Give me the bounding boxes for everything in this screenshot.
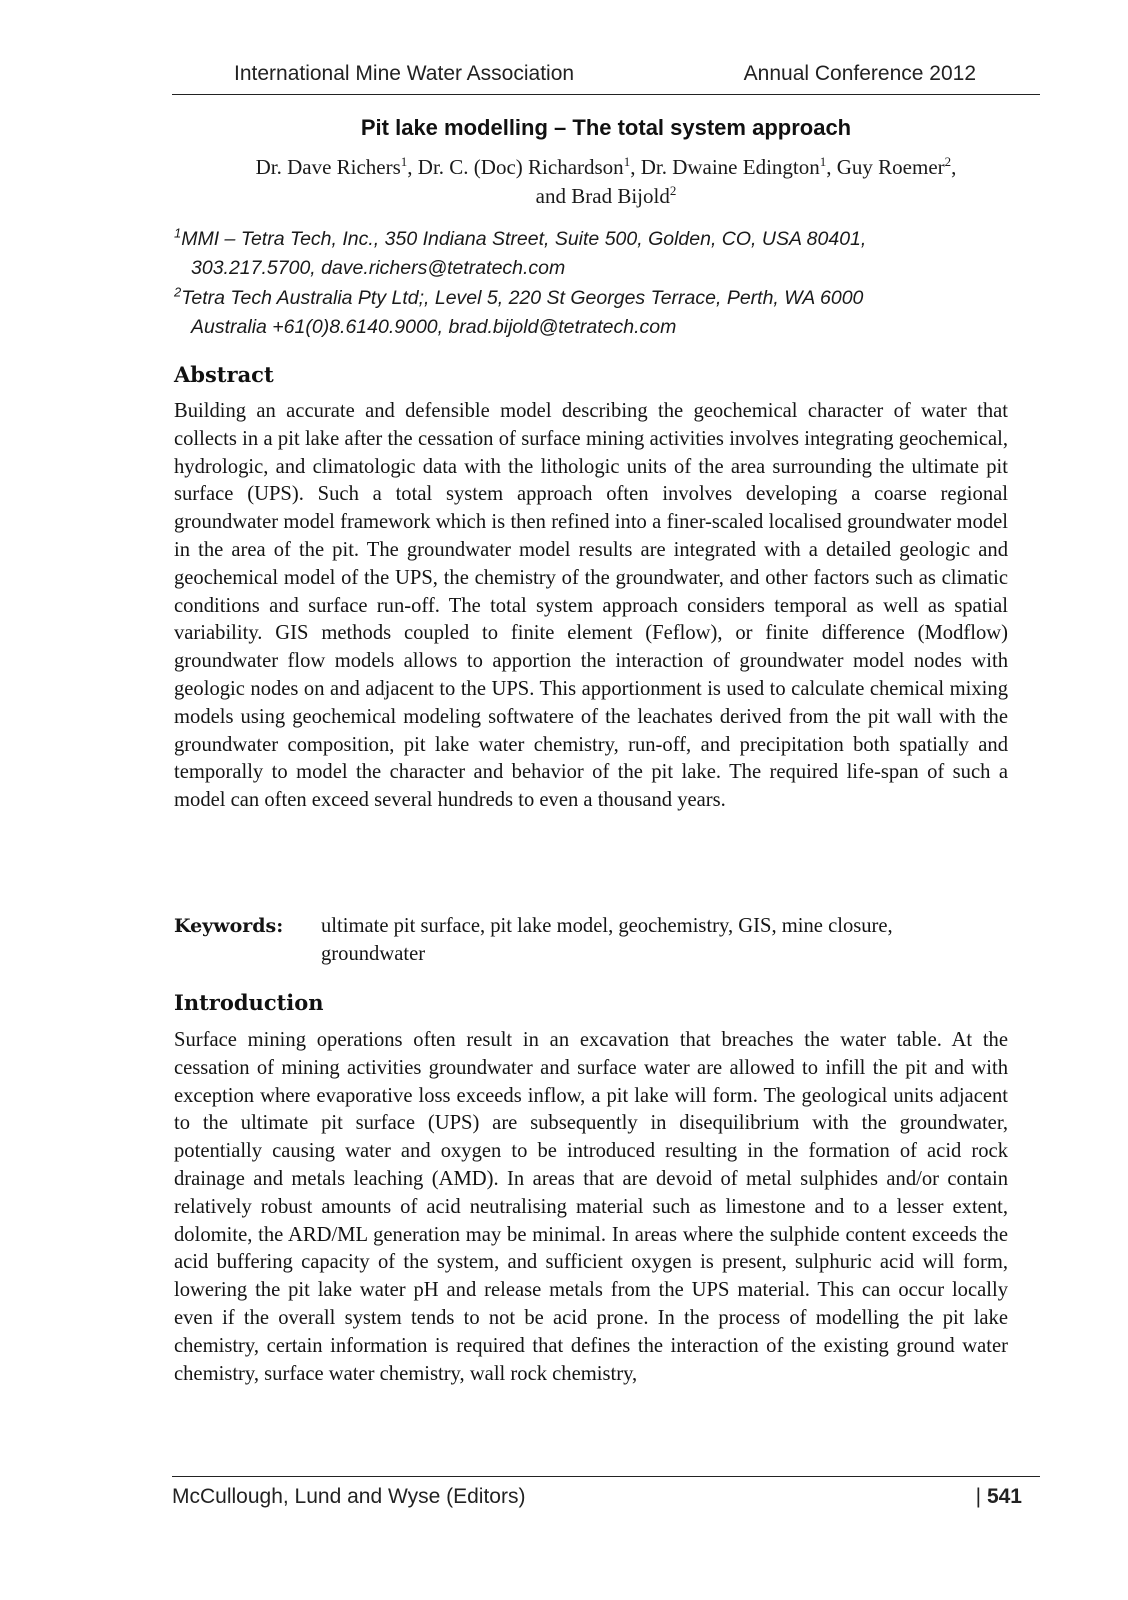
affiliation-address: Tetra Tech Australia Pty Ltd;, Level 5, 220 St Georges Terrace, Perth, WA 6000 [181, 287, 864, 309]
author-list [172, 153, 1040, 211]
author-separator: , [951, 155, 957, 179]
affiliation-marker: 1 [174, 225, 182, 241]
affiliation-marker: 1 [623, 154, 631, 169]
keywords-list: ultimate pit surface, pit lake model, geochemistry, GIS, mine closure, groundwater [321, 915, 893, 965]
author-name: , Guy Roemer [826, 155, 945, 179]
affiliation-1 [174, 225, 1040, 283]
affiliation-marker: 2 [174, 284, 182, 300]
abstract-body: Building an accurate and defensible model describing the geochemical character of water that collects in a pit lake after the cessation of surface mining activities involves integrating geochemical, hydrologic, and climatologic data with the lithologic units of the area surrounding the ultimate pit surface (UPS). Such a total system approach often involves developing a coarse regional groundwater model framework which is then refined into a finer-scaled localised groundwater model in the area of the pit. The groundwater model results are integrated with a detailed geologic and geochemical model of the UPS, the chemistry of the groundwater, and other factors such as climatic conditions and surface run-off. The total system approach considers temporal as well as spatial variability. GIS methods coupled to finite element (Feflow), or finite difference (Modflow) groundwater flow models allows to apportion the interaction of groundwater model nodes with geologic nodes on and adjacent to the UPS. This apportionment is used to calculate chemical mixing models using geochemical modeling softwatere of the leachates derived from the pit wall with the groundwater composition, pit lake water chemistry, run-off, and precipitation both spatially and temporally to model the character and behavior of the pit lake. The required life-span of such a model can often exceed several hundreds to even a thousand years. [174, 400, 1008, 812]
author-name: Dr. Dave Richers [255, 155, 401, 179]
page-number-value: 541 [986, 1485, 1022, 1508]
affiliation-marker: 1 [819, 154, 827, 169]
page-footer [172, 1476, 1040, 1521]
author-name: , Dr. Dwaine Edington [630, 155, 820, 179]
affiliation-2 [174, 284, 1040, 342]
affiliation-address: MMI – Tetra Tech, Inc., 350 Indiana Street, Suite 500, Golden, CO, USA 80401, [181, 228, 867, 250]
introduction-body: Surface mining operations often result in an excavation that breaches the water table. At the cessation of mining activities groundwater and surface water are allowed to infill the pit and with exception where evaporative loss exceeds inflow, a pit lake will form. The geological units adjacent to the ultimate pit surface (UPS) are subsequently in disequilibrium with the groundwater, potentially causing water and oxygen to be introduced resulting in the formation of acid rock drainage and metals leaching (AMD). In areas that are devoid of metal sulphides and/or contain relatively robust amounts of acid neutralising material such as limestone and to a lesser extent, dolomite, the ARD/ML generation may be minimal. In areas where the sulphide content exceeds the acid buffering capacity of the system, and sufficient oxygen is present, sulphuric acid will form, lowering the pit lake water pH and release metals from the UPS material. This can occur locally even if the overall system tends to not be acid prone. In the process of modelling the pit lake chemistry, certain information is required that defines the interaction of the existing ground water chemistry, surface water chemistry, wall rock chemistry, [174, 1029, 1008, 1385]
affiliation-marker: 2 [944, 154, 952, 169]
author-name: and Brad Bijold [535, 184, 670, 208]
paper-title: Pit lake modelling – The total system approach [360, 115, 852, 140]
affiliation-marker: 1 [400, 154, 408, 169]
author-name: , Dr. C. (Doc) Richardson [407, 155, 624, 179]
header-association: International Mine Water Association [234, 62, 575, 85]
keywords-label: Keywords: [174, 915, 284, 937]
page-number [976, 1485, 1022, 1509]
header-conference: Annual Conference 2012 [743, 62, 976, 85]
affiliation-contact: Australia +61(0)8.6140.9000, brad.bijold@tetratech.com [191, 316, 677, 338]
affiliation-marker: 2 [669, 183, 677, 198]
introduction-heading: Introduction [174, 990, 324, 1015]
affiliation-contact: 303.217.5700, dave.richers@tetratech.com [191, 257, 566, 279]
page-number-separator: | [975, 1485, 987, 1508]
footer-editors: McCullough, Lund and Wyse (Editors) [172, 1485, 526, 1508]
running-header [172, 60, 1040, 95]
abstract-heading: Abstract [174, 362, 274, 387]
